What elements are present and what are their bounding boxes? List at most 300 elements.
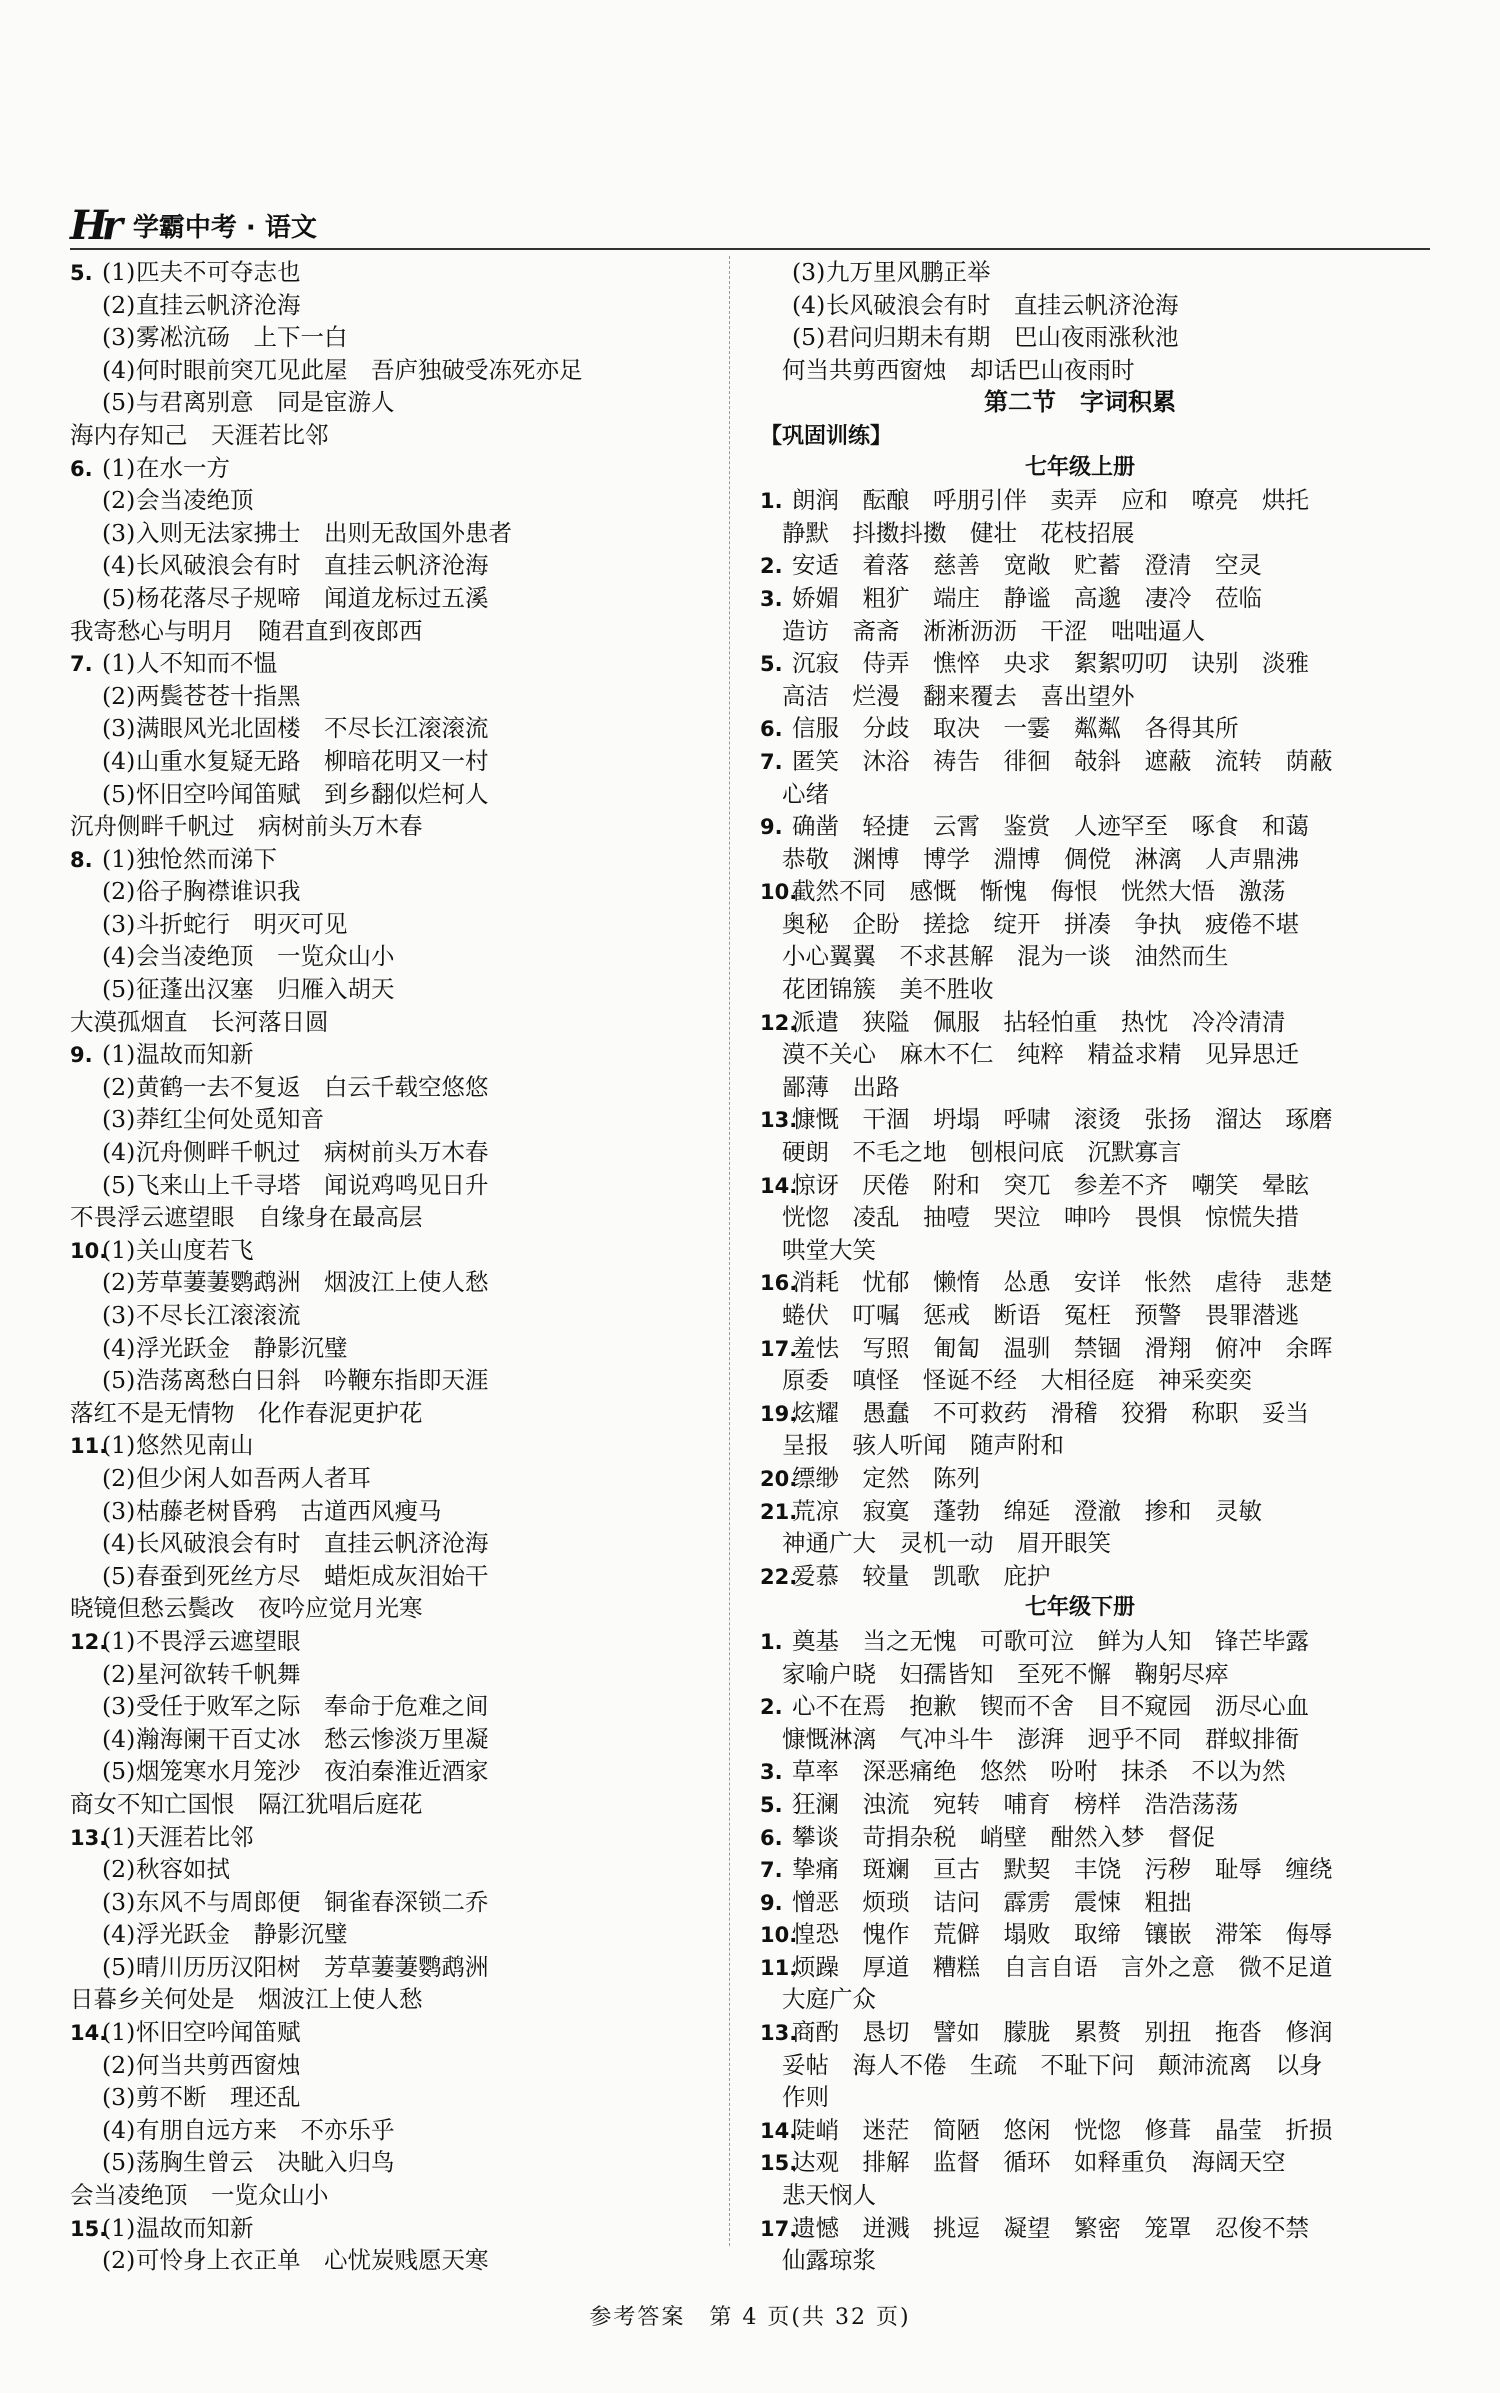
answer-line bbox=[70, 1332, 710, 1365]
answer-line bbox=[70, 1560, 710, 1593]
answer-line bbox=[70, 2114, 710, 2147]
question-number: 5. bbox=[760, 652, 783, 677]
answer-text: 憎恶 烦琐 诘问 霹雳 震悚 粗拙 bbox=[792, 1887, 1192, 1916]
answer-line bbox=[70, 1169, 710, 1202]
sub-number: (3) bbox=[102, 1887, 136, 1916]
answer-line bbox=[760, 2212, 1400, 2245]
answer-line bbox=[70, 549, 710, 582]
answer-line bbox=[760, 1951, 1400, 1984]
answer-text: 九万里风鹏正举 bbox=[826, 258, 991, 286]
answer-text: 会当凌绝顶 bbox=[136, 486, 254, 515]
question-number: 1. bbox=[760, 1629, 783, 1654]
answer-line bbox=[70, 908, 710, 941]
section-title: 第二节 字词积累 bbox=[984, 388, 1176, 417]
sub-number: (3) bbox=[102, 1496, 136, 1525]
answer-line bbox=[760, 1299, 1400, 1332]
sub-number: (4) bbox=[102, 746, 136, 775]
answer-line bbox=[70, 1690, 710, 1723]
answer-line bbox=[70, 1886, 710, 1919]
answer-text: 可怜身上衣正单 心忧炭贱愿天寒 bbox=[136, 2246, 489, 2275]
sub-number: (5) bbox=[102, 388, 136, 417]
sub-number: (1) bbox=[102, 844, 136, 873]
answer-text: 枯藤老树昏鸦 古道西风瘦马 bbox=[136, 1496, 442, 1525]
answer-line bbox=[760, 1788, 1400, 1821]
answer-line bbox=[70, 1918, 710, 1951]
answer-line bbox=[760, 1006, 1400, 1039]
sub-number: (3) bbox=[102, 2083, 136, 2112]
answer-text: 浮光跃金 静影沉璧 bbox=[136, 1920, 348, 1949]
question-number: 16. bbox=[760, 1271, 798, 1296]
question-number: 17. bbox=[760, 2216, 798, 2241]
answer-text: 怀旧空吟闻笛赋 bbox=[136, 2018, 301, 2047]
answer-text: 羞怯 写照 匍匐 温驯 禁锢 滑翔 俯冲 余晖 bbox=[792, 1333, 1333, 1362]
answer-text: 与君离别意 同是宦游人 bbox=[136, 388, 395, 417]
continuation-text: 慷慨淋漓 气冲斗牛 澎湃 迥乎不同 群蚁排衙 bbox=[782, 1724, 1299, 1753]
question-number: 5. bbox=[70, 261, 93, 285]
answer-line bbox=[70, 615, 710, 648]
answer-line bbox=[70, 810, 710, 843]
sub-number: (1) bbox=[102, 2213, 136, 2242]
answer-line bbox=[70, 256, 710, 289]
right-column bbox=[760, 256, 1400, 2277]
sub-number: (3) bbox=[102, 518, 136, 547]
answer-text: 消耗 忧郁 懒惰 怂恿 安详 怅然 虐待 悲楚 bbox=[792, 1268, 1333, 1297]
answer-text: 春蚕到死丝方尽 蜡炬成灰泪始干 bbox=[136, 1561, 489, 1590]
continuation-text: 蜷伏 叮嘱 惩戒 断语 冤枉 预警 畏罪潜逃 bbox=[782, 1301, 1299, 1329]
answer-line bbox=[70, 2049, 710, 2082]
answer-line bbox=[760, 647, 1400, 680]
sub-number: (5) bbox=[102, 1952, 136, 1981]
answer-text: 征蓬出汉塞 归雁入胡天 bbox=[136, 975, 395, 1004]
answer-text: 杨花落尽子规啼 闻道龙标过五溪 bbox=[136, 583, 489, 612]
answer-line bbox=[760, 1886, 1400, 1919]
answer-text: 荡胸生曾云 决眦入归鸟 bbox=[136, 2148, 395, 2177]
question-number: 13. bbox=[760, 1108, 798, 1133]
answer-line bbox=[760, 973, 1400, 1006]
question-number: 13. bbox=[760, 2021, 798, 2046]
question-number: 11. bbox=[70, 1434, 108, 1459]
answer-text: 截然不同 感慨 惭愧 侮恨 恍然大悟 激荡 bbox=[792, 877, 1286, 906]
answer-text: 星河欲转千帆舞 bbox=[136, 1659, 301, 1688]
answer-line bbox=[760, 1332, 1400, 1365]
answer-text: 温故而知新 bbox=[136, 1040, 254, 1069]
question-number: 6. bbox=[760, 717, 783, 742]
answer-line bbox=[70, 2016, 710, 2049]
answer-line bbox=[760, 1560, 1400, 1593]
sub-number: (1) bbox=[102, 1626, 136, 1655]
sub-number: (5) bbox=[102, 779, 136, 808]
answer-text: 关山度若飞 bbox=[136, 1235, 254, 1264]
sub-number: (2) bbox=[102, 290, 136, 319]
answer-line bbox=[70, 582, 710, 615]
continuation-text: 何当共剪西窗烛 却话巴山夜雨时 bbox=[782, 355, 1135, 384]
answer-text: 信服 分歧 取决 一霎 粼粼 各得其所 bbox=[792, 714, 1239, 743]
answer-text: 人不知而不愠 bbox=[136, 649, 277, 678]
sub-number: (2) bbox=[102, 1072, 136, 1101]
answer-text: 芳草萋萋鹦鹉洲 烟波江上使人愁 bbox=[136, 1268, 489, 1297]
question-number: 9. bbox=[760, 1890, 783, 1915]
question-number: 2. bbox=[760, 554, 783, 579]
answer-line bbox=[760, 1266, 1400, 1299]
answer-line bbox=[760, 1397, 1400, 1430]
continuation-text: 沉舟侧畔千帆过 病树前头万木春 bbox=[70, 812, 423, 841]
question-number: 6. bbox=[760, 1825, 783, 1850]
answer-line bbox=[760, 875, 1400, 908]
sub-number: (2) bbox=[102, 681, 136, 710]
answer-line bbox=[760, 2179, 1400, 2212]
answer-text: 商酌 恳切 譬如 朦胧 累赘 别扭 拖沓 修润 bbox=[792, 2018, 1333, 2047]
continuation-text: 妥帖 海人不倦 生疏 不耻下问 颠沛流离 以身 bbox=[782, 2050, 1323, 2079]
exercise-tag: 【巩固训练】 bbox=[760, 423, 893, 449]
column-divider bbox=[729, 256, 731, 2246]
answer-text: 直挂云帆济沧海 bbox=[136, 290, 301, 319]
answer-line bbox=[760, 1918, 1400, 1951]
answer-line bbox=[70, 1429, 710, 1462]
continuation-text: 恭敬 渊博 博学 淵博 倜傥 淋漓 人声鼎沸 bbox=[782, 844, 1299, 873]
answer-text: 草率 深恶痛绝 悠然 吩咐 抹杀 不以为然 bbox=[792, 1757, 1286, 1786]
answer-line bbox=[70, 419, 710, 452]
answer-line bbox=[70, 973, 710, 1006]
question-number: 20. bbox=[760, 1466, 798, 1491]
sub-number: (4) bbox=[102, 1724, 136, 1753]
answer-line bbox=[70, 1821, 710, 1854]
question-number: 17. bbox=[760, 1336, 798, 1361]
question-number: 3. bbox=[760, 586, 783, 611]
answer-line bbox=[760, 1364, 1400, 1397]
answer-text: 长风破浪会有时 直挂云帆济沧海 bbox=[136, 1529, 489, 1558]
question-number: 9. bbox=[760, 815, 783, 840]
answer-text: 浩荡离愁白日斜 吟鞭东指即天涯 bbox=[136, 1366, 489, 1395]
question-number: 11. bbox=[760, 1955, 798, 1980]
answer-line bbox=[760, 2016, 1400, 2049]
header-rule bbox=[70, 248, 1430, 250]
answer-text: 沉舟侧畔千帆过 病树前头万木春 bbox=[136, 1138, 489, 1167]
answer-text: 爱慕 较量 凯歌 庇护 bbox=[792, 1561, 1051, 1590]
answer-text: 匿笑 沐浴 祷告 徘徊 攲斜 遮蔽 流转 荫蔽 bbox=[792, 746, 1333, 775]
sub-number: (4) bbox=[102, 1138, 136, 1167]
sub-number: (4) bbox=[102, 942, 136, 971]
grade-subtitle: 七年级下册 bbox=[1024, 1595, 1135, 1621]
answer-text: 怀旧空吟闻笛赋 到乡翻似烂柯人 bbox=[136, 779, 489, 808]
question-number: 15. bbox=[70, 2216, 108, 2241]
question-number: 14. bbox=[70, 2021, 108, 2046]
answer-text: 朗润 酝酿 呼朋引伴 卖弄 应和 嘹亮 烘托 bbox=[792, 486, 1309, 515]
answer-text: 不尽长江滚滚流 bbox=[136, 1301, 301, 1329]
answer-line bbox=[70, 1951, 710, 1984]
answer-text: 温故而知新 bbox=[136, 2213, 254, 2242]
answer-text: 秋容如拭 bbox=[136, 1855, 230, 1884]
sub-number: (1) bbox=[102, 1431, 136, 1460]
answer-line bbox=[70, 354, 710, 387]
answer-text: 荒凉 寂寞 蓬勃 绵延 澄澈 掺和 灵敏 bbox=[792, 1496, 1262, 1525]
answer-line bbox=[70, 1462, 710, 1495]
answer-line bbox=[760, 1527, 1400, 1560]
sub-number: (5) bbox=[102, 1757, 136, 1786]
answer-text: 炫耀 愚蠢 不可救药 滑稽 狡猾 称职 妥当 bbox=[792, 1398, 1309, 1427]
question-number: 1. bbox=[760, 489, 783, 514]
answer-text: 达观 排解 监督 循环 如释重负 海阔天空 bbox=[792, 2148, 1286, 2177]
answer-line bbox=[70, 940, 710, 973]
answer-text: 安适 着落 慈善 宽敞 贮蓄 澄清 空灵 bbox=[792, 551, 1262, 580]
answer-text: 派遣 狭隘 佩服 拈轻怕重 热忱 冷冷清清 bbox=[792, 1007, 1286, 1036]
continuation-text: 小心翼翼 不求甚解 混为一谈 油然而生 bbox=[782, 942, 1229, 971]
continuation-text: 神通广大 灵机一动 眉开眼笑 bbox=[782, 1529, 1111, 1558]
grade-subtitle: 七年级上册 bbox=[1024, 454, 1135, 480]
sub-number: (2) bbox=[102, 2050, 136, 2079]
sub-number: (5) bbox=[792, 323, 826, 352]
continuation-text: 大漠孤烟直 长河落日圆 bbox=[70, 1007, 329, 1036]
answer-line bbox=[70, 289, 710, 322]
question-number: 10. bbox=[70, 1238, 108, 1263]
answer-text: 晴川历历汉阳树 芳草萋萋鹦鹉洲 bbox=[136, 1952, 489, 1981]
continuation-text: 高洁 烂漫 翻来覆去 喜出望外 bbox=[782, 681, 1135, 710]
question-number: 14. bbox=[760, 2118, 798, 2143]
answer-text: 陡峭 迷茫 简陋 悠闲 恍惚 修葺 晶莹 折损 bbox=[792, 2115, 1333, 2144]
answer-text: 雾凇沆砀 上下一白 bbox=[136, 323, 348, 352]
sub-number: (3) bbox=[102, 714, 136, 743]
sub-number: (2) bbox=[102, 1268, 136, 1297]
answer-line bbox=[70, 1723, 710, 1756]
answer-line bbox=[70, 1071, 710, 1104]
sub-number: (4) bbox=[102, 1333, 136, 1362]
answer-line bbox=[70, 1364, 710, 1397]
sub-number: (2) bbox=[102, 486, 136, 515]
continuation-text: 心绪 bbox=[782, 779, 829, 808]
sub-number: (4) bbox=[102, 2115, 136, 2144]
sub-number: (1) bbox=[102, 1822, 136, 1851]
question-number: 13. bbox=[70, 1825, 108, 1850]
answer-line bbox=[760, 1821, 1400, 1854]
sub-number: (2) bbox=[102, 877, 136, 906]
answer-line bbox=[70, 1527, 710, 1560]
answer-text: 挚痛 斑斓 亘古 默契 丰饶 污秽 耻辱 缠绕 bbox=[792, 1855, 1333, 1884]
answer-line bbox=[70, 680, 710, 713]
answer-line bbox=[70, 386, 710, 419]
question-number: 12. bbox=[760, 1010, 798, 1035]
answer-line bbox=[760, 908, 1400, 941]
answer-line bbox=[70, 1658, 710, 1691]
answer-line bbox=[760, 2081, 1400, 2114]
answer-text: 惊讶 厌倦 附和 突兀 参差不齐 嘲笑 晕眩 bbox=[792, 1170, 1309, 1199]
continuation-text: 哄堂大笑 bbox=[782, 1235, 876, 1264]
answer-line bbox=[760, 2114, 1400, 2147]
answer-text: 飞来山上千寻塔 闻说鸡鸣见日升 bbox=[136, 1170, 489, 1199]
answer-line bbox=[70, 1299, 710, 1332]
answer-text: 长风破浪会有时 直挂云帆济沧海 bbox=[826, 290, 1179, 319]
continuation-text: 鄙薄 出路 bbox=[782, 1072, 900, 1101]
question-number: 7. bbox=[70, 652, 93, 677]
sub-number: (3) bbox=[792, 258, 826, 286]
answer-line bbox=[70, 1266, 710, 1299]
answer-line bbox=[70, 778, 710, 811]
book-title: 学霸中考 · 语文 bbox=[132, 212, 317, 243]
sub-number: (5) bbox=[102, 583, 136, 612]
answer-line bbox=[760, 1429, 1400, 1462]
answer-line bbox=[760, 843, 1400, 876]
sub-number: (3) bbox=[102, 1105, 136, 1134]
answer-line bbox=[70, 1983, 710, 2016]
sub-number: (4) bbox=[102, 1529, 136, 1558]
answer-line bbox=[760, 549, 1400, 582]
answer-text: 两鬓苍苍十指黑 bbox=[136, 681, 301, 710]
continuation-text: 奥秘 企盼 搓捻 绽开 拼凑 争执 疲倦不堪 bbox=[782, 909, 1299, 938]
continuation-text: 晓镜但愁云鬓改 夜吟应觉月光寒 bbox=[70, 1594, 423, 1623]
answer-line bbox=[760, 2049, 1400, 2082]
answer-line bbox=[70, 745, 710, 778]
question-number: 15. bbox=[760, 2151, 798, 2176]
answer-text: 确凿 轻捷 云霄 鉴赏 人迹罕至 啄食 和蔼 bbox=[792, 812, 1309, 841]
sub-number: (5) bbox=[102, 2148, 136, 2177]
answer-line bbox=[760, 1690, 1400, 1723]
answer-line bbox=[760, 582, 1400, 615]
answer-line bbox=[70, 2212, 710, 2245]
sub-number: (3) bbox=[102, 909, 136, 938]
answer-line bbox=[70, 484, 710, 517]
continuation-text: 不畏浮云遮望眼 自缘身在最高层 bbox=[70, 1203, 423, 1232]
continuation-text: 商女不知亡国恨 隔江犹唱后庭花 bbox=[70, 1789, 423, 1818]
answer-line bbox=[70, 843, 710, 876]
answer-line bbox=[70, 1136, 710, 1169]
sub-number: (5) bbox=[102, 1561, 136, 1590]
answer-line bbox=[70, 517, 710, 550]
question-number: 6. bbox=[70, 456, 93, 481]
question-number: 5. bbox=[760, 1792, 783, 1817]
answer-line bbox=[70, 452, 710, 485]
continuation-text: 恍惚 凌乱 抽噎 哭泣 呻吟 畏惧 惊慌失措 bbox=[782, 1203, 1299, 1232]
sub-number: (3) bbox=[102, 1301, 136, 1329]
answer-line bbox=[70, 1592, 710, 1625]
answer-text: 会当凌绝顶 一览众山小 bbox=[136, 942, 395, 971]
continuation-text: 会当凌绝顶 一览众山小 bbox=[70, 2181, 329, 2210]
answer-text: 莽红尘何处觅知音 bbox=[136, 1105, 324, 1134]
answer-line bbox=[760, 1658, 1400, 1691]
sub-number: (5) bbox=[102, 1366, 136, 1395]
page-footer: 参考答案 第 4 页(共 32 页) bbox=[589, 2305, 911, 2330]
answer-line bbox=[760, 680, 1400, 713]
answer-line bbox=[760, 1038, 1400, 1071]
answer-text: 独怆然而涕下 bbox=[136, 844, 277, 873]
answer-line bbox=[760, 289, 1400, 322]
answer-line bbox=[70, 1103, 710, 1136]
answer-line bbox=[70, 1234, 710, 1267]
question-number: 10. bbox=[760, 880, 798, 905]
answer-line bbox=[760, 1625, 1400, 1658]
answer-text: 东风不与周郎便 铜雀春深锁二乔 bbox=[136, 1887, 489, 1916]
answer-text: 攀谈 苛捐杂税 峭壁 酣然入梦 督促 bbox=[792, 1822, 1215, 1851]
answer-text: 君问归期未有期 巴山夜雨涨秋池 bbox=[826, 323, 1179, 352]
continuation-text: 大庭广众 bbox=[782, 1985, 876, 2014]
brand-logo: Hr bbox=[70, 201, 117, 249]
answer-line bbox=[760, 1495, 1400, 1528]
question-number: 12. bbox=[70, 1629, 108, 1654]
answer-line bbox=[760, 484, 1400, 517]
continuation-text: 漠不关心 麻木不仁 纯粹 精益求精 见异思迁 bbox=[782, 1040, 1299, 1069]
answer-text: 狂澜 浊流 宛转 哺育 榜样 浩浩荡荡 bbox=[792, 1789, 1239, 1818]
answer-line bbox=[760, 2146, 1400, 2179]
answer-line bbox=[760, 1723, 1400, 1756]
answer-text: 缥缈 定然 陈列 bbox=[792, 1463, 980, 1492]
answer-text: 入则无法家拂士 出则无敌国外患者 bbox=[136, 518, 512, 547]
sub-number: (5) bbox=[102, 975, 136, 1004]
answer-line bbox=[70, 1625, 710, 1658]
answer-text: 在水一方 bbox=[136, 453, 230, 482]
sub-number: (2) bbox=[102, 1855, 136, 1884]
question-number: 19. bbox=[760, 1401, 798, 1426]
sub-number: (5) bbox=[102, 1170, 136, 1199]
sub-number: (2) bbox=[102, 1659, 136, 1688]
continuation-text: 日暮乡关何处是 烟波江上使人愁 bbox=[70, 1985, 423, 2014]
sub-number: (4) bbox=[792, 290, 826, 319]
answer-text: 满眼风光北固楼 不尽长江滚滚流 bbox=[136, 714, 489, 743]
continuation-text: 原委 嗔怪 怪诞不经 大相径庭 神采奕奕 bbox=[782, 1366, 1252, 1395]
continuation-text: 呈报 骇人听闻 随声附和 bbox=[782, 1431, 1064, 1460]
answer-line bbox=[70, 875, 710, 908]
answer-text: 受任于败军之际 奉命于危难之间 bbox=[136, 1692, 489, 1721]
sub-number: (2) bbox=[102, 2246, 136, 2275]
answer-text: 斗折蛇行 明灭可见 bbox=[136, 909, 348, 938]
answer-text: 匹夫不可夺志也 bbox=[136, 258, 301, 286]
answer-text: 不畏浮云遮望眼 bbox=[136, 1626, 301, 1655]
answer-line bbox=[760, 419, 1400, 452]
answer-text: 惶恐 愧作 荒僻 塌败 取缔 镶嵌 滞笨 侮辱 bbox=[792, 1920, 1333, 1949]
answer-text: 遗憾 迸溅 挑逗 凝望 繁密 笼罩 忍俊不禁 bbox=[792, 2213, 1309, 2242]
answer-line bbox=[760, 940, 1400, 973]
answer-line bbox=[70, 1788, 710, 1821]
continuation-text: 海内存知己 天涯若比邻 bbox=[70, 420, 329, 449]
question-number: 14. bbox=[760, 1173, 798, 1198]
sub-number: (4) bbox=[102, 355, 136, 384]
answer-text: 何时眼前突兀见此屋 吾庐独破受冻死亦足 bbox=[136, 355, 583, 384]
answer-line bbox=[70, 1755, 710, 1788]
continuation-text: 我寄愁心与明月 随君直到夜郎西 bbox=[70, 616, 423, 645]
answer-text: 奠基 当之无愧 可歌可泣 鲜为人知 锋芒毕露 bbox=[792, 1626, 1309, 1655]
answer-text: 慷慨 干涸 坍塌 呼啸 滚烫 张扬 溜达 琢磨 bbox=[792, 1105, 1333, 1134]
sub-number: (2) bbox=[102, 1463, 136, 1492]
question-number: 22. bbox=[760, 1564, 798, 1589]
answer-text: 悠然见南山 bbox=[136, 1431, 254, 1460]
sub-number: (1) bbox=[102, 649, 136, 678]
answer-text: 俗子胸襟谁识我 bbox=[136, 877, 301, 906]
answer-line bbox=[760, 745, 1400, 778]
sub-number: (1) bbox=[102, 2018, 136, 2047]
question-number: 10. bbox=[760, 1923, 798, 1948]
answer-text: 天涯若比邻 bbox=[136, 1822, 254, 1851]
answer-text: 剪不断 理还乱 bbox=[136, 2083, 301, 2112]
answer-line bbox=[760, 1462, 1400, 1495]
question-number: 7. bbox=[760, 749, 783, 774]
answer-line bbox=[760, 1103, 1400, 1136]
answer-line bbox=[70, 2244, 710, 2277]
answer-line bbox=[760, 1853, 1400, 1886]
answer-line bbox=[760, 354, 1400, 387]
answer-line bbox=[70, 2081, 710, 2114]
answer-line bbox=[760, 517, 1400, 550]
answer-line bbox=[70, 1006, 710, 1039]
brand-header bbox=[70, 201, 317, 249]
continuation-text: 悲天悯人 bbox=[782, 2181, 876, 2210]
answer-line bbox=[70, 2146, 710, 2179]
question-number: 8. bbox=[70, 847, 93, 872]
continuation-text: 花团锦簇 美不胜收 bbox=[782, 975, 994, 1004]
question-number: 9. bbox=[70, 1043, 93, 1068]
answer-text: 何当共剪西窗烛 bbox=[136, 2050, 301, 2079]
sub-number: (1) bbox=[102, 1040, 136, 1069]
continuation-text: 作则 bbox=[782, 2083, 829, 2112]
sub-number: (4) bbox=[102, 551, 136, 580]
answer-text: 但少闲人如吾两人者耳 bbox=[136, 1463, 371, 1492]
answer-line bbox=[70, 712, 710, 745]
answer-line bbox=[70, 1201, 710, 1234]
